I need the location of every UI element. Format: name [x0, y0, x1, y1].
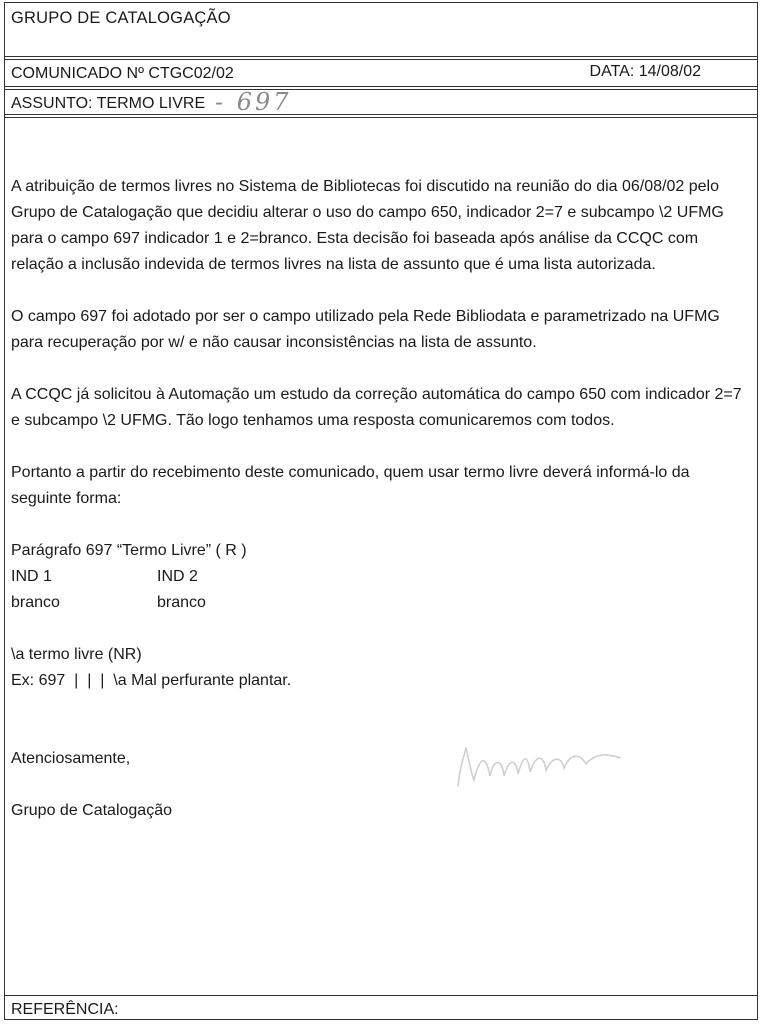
closing: Atenciosamente, [11, 750, 131, 767]
body-content [11, 174, 753, 824]
communique-number: COMUNICADO Nº CTGC02/02 [11, 65, 234, 82]
document-body [5, 117, 757, 995]
ind1-label: IND 1 [11, 568, 52, 585]
subfield-line: \a termo livre (NR) [11, 646, 142, 663]
ind2-value: branco [157, 594, 206, 611]
signature-mark [450, 736, 650, 796]
communique-date: DATA: 14/08/02 [589, 63, 701, 80]
field-spec [11, 538, 753, 616]
group-header [5, 3, 757, 57]
ind2-label: IND 2 [157, 568, 198, 585]
document-sheet [4, 2, 758, 1020]
field-title: Parágrafo 697 “Termo Livre” ( R ) [11, 542, 247, 559]
ind1-value: branco [11, 594, 60, 611]
paragraph-2: O campo 697 foi adotado por ser o campo utilizado pela Rede Bibliodata e parametrizado na UFMG para recuperação por w/ e não causar inconsistências na lista de assunto. [11, 308, 720, 351]
paragraph-1: A atribuição de termos livres no Sistema de Bibliotecas foi discutido na reunião do dia 06/08/02 pelo Grupo de Catalogação que decidiu alterar o uso do campo 650, indicador 2=7 e subcampo \2 UFMG para o campo 697 indicador 1 e 2=branco. Esta decisão foi baseada após análise da CCQC com relação a inclusão indevida de termos livres na lista de assunto que é uma lista autorizada. [11, 178, 724, 273]
sender: Grupo de Catalogação [11, 802, 172, 819]
indicator-labels-row [11, 564, 753, 590]
handwritten-note: - 697 [215, 88, 292, 116]
subject-label: ASSUNTO: TERMO LIVRE [11, 95, 206, 112]
indicator-values-row [11, 590, 753, 616]
example-line: Ex: 697 | | | \a Mal perfurante plantar. [11, 672, 292, 689]
subject-row [5, 89, 757, 115]
reference-label: REFERÊNCIA: [11, 1001, 119, 1018]
paragraph-3: A CCQC já solicitou à Automação um estudo da correção automática do campo 650 com indicador 2=7 e subcampo \2 UFMG. Tão logo tenhamos uma resposta comunicaremos com todos. [11, 386, 742, 429]
reference-footer [5, 995, 757, 1021]
group-title: GRUPO DE CATALOGAÇÃO [11, 9, 231, 27]
communique-row [5, 59, 757, 87]
paragraph-4: Portanto a partir do recebimento deste comunicado, quem usar termo livre deverá informá-lo da seguinte forma: [11, 464, 690, 507]
